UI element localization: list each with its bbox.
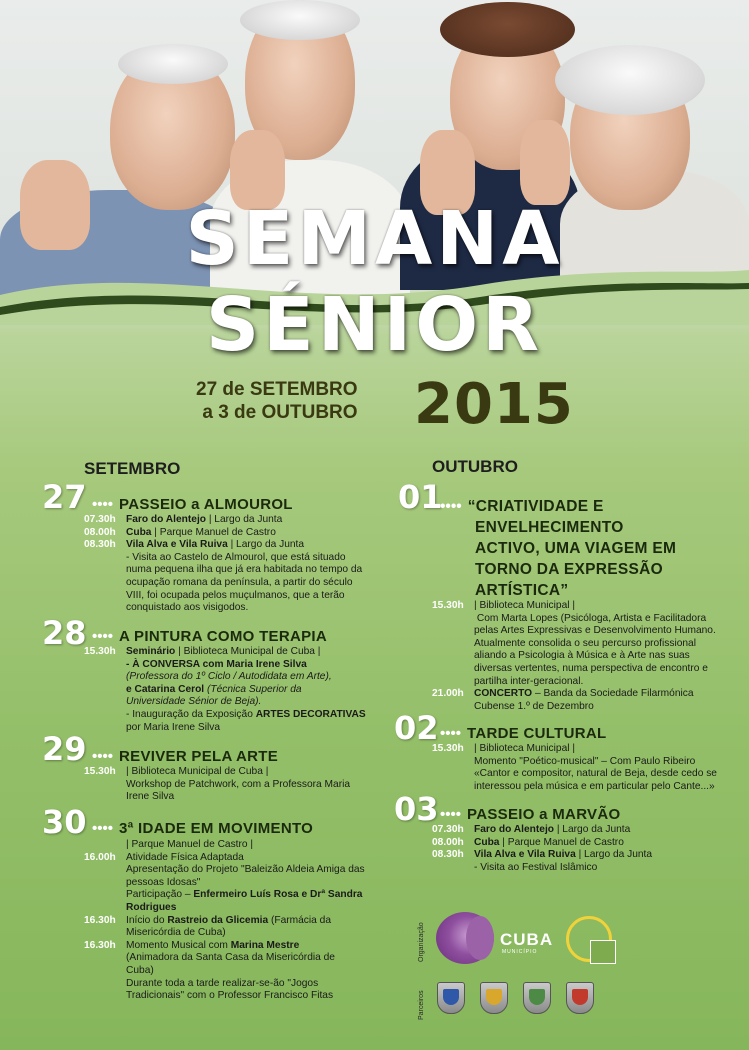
detail-text: ARTES DECORATIVAS [255, 708, 366, 720]
detail-text: Com Marta Lopes (Psicóloga, Artista e Facilitadora [474, 612, 707, 624]
detail-line [84, 527, 362, 540]
day-01: 01 [398, 478, 443, 516]
crest-4 [566, 982, 594, 1014]
detail-text: numa pequena ilha que já era habitada no tempo da [126, 564, 363, 576]
detail-line [84, 791, 350, 804]
detail-text: (Farmácia da [268, 914, 331, 926]
detail-text: - Visita ao Festival Islâmico [474, 861, 598, 873]
sun-logo-bar [590, 940, 616, 964]
event-details-29 [84, 766, 350, 804]
detail-line [84, 978, 365, 991]
detail-text: (Técnica Superior da [206, 683, 302, 695]
day-29: 29 [42, 730, 87, 768]
detail-line [84, 659, 366, 672]
event-title-02: •••• TARDE CULTURAL [440, 725, 607, 742]
detail-text: Cuba [474, 836, 500, 848]
detail-text: Enfermeiro Luís Rosa e Drª Sandra [193, 889, 363, 901]
detail-time: 21.00h [432, 688, 464, 700]
detail-text: Cuba) [126, 964, 154, 976]
detail-time: 08.00h [432, 836, 464, 848]
detail-text: | Biblioteca Municipal | [474, 743, 575, 754]
detail-line [84, 779, 350, 792]
detail-line [84, 709, 366, 722]
detail-text: Vila Alva e Vila Ruiva [474, 849, 576, 861]
detail-time: 15.30h [84, 646, 116, 657]
detail-text: – Banda da Sociedade Filarmónica [532, 688, 694, 700]
day-27: 27 [42, 478, 87, 516]
event-details-03 [432, 824, 652, 874]
detail-line [432, 701, 716, 714]
hair-4 [555, 45, 705, 115]
detail-text: Rodrigues [126, 901, 177, 913]
detail-text: (Animadora da Santa Casa da Misericórdia de [126, 952, 335, 964]
detail-text: (Professora do 1º Ciclo / Autodidata em Arte), [126, 671, 332, 683]
detail-time: 15.30h [84, 766, 116, 777]
detail-text: Participação – [126, 889, 194, 901]
date-range [196, 378, 358, 424]
detail-line [84, 684, 366, 697]
detail-text: Durante toda a tarde realizar-se-ão "Jogos [126, 977, 319, 989]
thumb-4 [520, 120, 570, 205]
detail-line [432, 650, 716, 663]
detail-text: Seminário [126, 646, 176, 657]
detail-line [84, 590, 362, 603]
detail-time: 16.00h [84, 851, 116, 863]
detail-time: 08.00h [84, 526, 116, 538]
detail-line [84, 864, 365, 877]
event-details-01 [432, 600, 716, 713]
event-details-02 [432, 743, 717, 793]
event-details-28 [84, 646, 366, 734]
detail-text: interessou pela música e em particular pelo Cante...» [474, 780, 715, 792]
detail-time: 07.30h [432, 824, 464, 835]
event-title-03: •••• PASSEIO a MARVÃO [440, 806, 621, 823]
detail-text: Faro do Alentejo [126, 514, 206, 525]
detail-line [432, 613, 716, 626]
event-title-28: •••• A PINTURA COMO TERAPIA [92, 628, 328, 645]
detail-text: - Visita ao Castelo de Almourol, que está situado [126, 551, 346, 563]
detail-text: | Biblioteca Municipal de Cuba | [175, 646, 321, 657]
month-outubro: OUTUBRO [432, 457, 518, 476]
detail-text: | Largo da Junta [554, 824, 631, 835]
detail-text: pessoas Idosas" [126, 876, 201, 888]
detail-line [84, 539, 362, 552]
detail-text: | Parque Manuel de Castro | [126, 839, 254, 850]
detail-text: | Largo da Junta [575, 849, 653, 861]
cuba-logo-sub: MUNICÍPIO [502, 949, 538, 955]
crest-1 [437, 982, 465, 1014]
detail-line [432, 824, 652, 837]
day-02: 02 [394, 709, 439, 747]
detail-text: Cubense 1.º de Dezembro [474, 700, 594, 712]
date-line-1: 27 de SETEMBRO [196, 379, 358, 400]
detail-time: 15.30h [432, 743, 464, 754]
detail-text: - Inauguração da Exposição [126, 708, 256, 720]
detail-line [432, 663, 716, 676]
detail-text: partilha inter-geracional. [474, 675, 584, 687]
detail-text: Universidade Sénior de Beja). [126, 696, 262, 708]
detail-line [432, 625, 716, 638]
detail-line [84, 839, 365, 852]
crest-2 [480, 982, 508, 1014]
detail-text: - À CONVERSA com Maria Irene Silva [126, 658, 307, 670]
detail-line [84, 514, 362, 527]
detail-text: Marina Mestre [230, 939, 300, 951]
detail-line [84, 990, 365, 1003]
detail-line [84, 877, 365, 890]
detail-time: 16.30h [84, 914, 116, 926]
detail-line [432, 688, 716, 701]
detail-text: aliando a Psicologia à Música e à Arte nas suas [474, 650, 690, 662]
detail-text: | Biblioteca Municipal de Cuba | [126, 766, 269, 777]
detail-text: Irene Silva [126, 791, 175, 803]
detail-line [84, 696, 366, 709]
detail-time: 15.30h [432, 600, 464, 611]
detail-line [84, 952, 365, 965]
detail-line [432, 600, 716, 613]
event-title-30: •••• 3ª IDADE EM MOVIMENTO [92, 820, 314, 837]
cuba-logo-text: CUBA [500, 930, 554, 949]
crest-3 [523, 982, 551, 1014]
detail-text: Cuba [126, 526, 152, 538]
detail-text: Faro do Alentejo [474, 824, 554, 835]
detail-text: | Largo da Junta [227, 539, 305, 551]
detail-line [84, 927, 365, 940]
detail-text: Atualmente consolida o seu percurso profissional [474, 637, 696, 649]
event-details-27 [84, 514, 362, 615]
detail-text: Atividade Física Adaptada [126, 851, 244, 863]
detail-text: Início do [126, 914, 168, 926]
detail-text: e Catarina Cerol [126, 683, 205, 695]
detail-text: Rastreio da Glicemia [167, 914, 269, 926]
event-title-29: •••• REVIVER PELA ARTE [92, 748, 279, 765]
detail-line [84, 902, 365, 915]
detail-text: Momento Musical com [126, 939, 231, 951]
event-details-30 [84, 839, 365, 1003]
detail-text: VIII, foi ocupada pelos muçulmanos, que a terão [126, 589, 345, 601]
detail-text: | Parque Manuel de Castro [499, 836, 624, 848]
detail-line [432, 862, 652, 875]
hair-1 [118, 44, 228, 84]
detail-time: 16.30h [84, 939, 116, 951]
detail-text: | Biblioteca Municipal | [474, 600, 575, 611]
cuba-logo-swoosh [466, 916, 494, 960]
event-title-27: •••• PASSEIO a ALMOUROL [92, 496, 293, 513]
sun-logo [560, 908, 620, 968]
detail-line [84, 602, 362, 615]
detail-line [84, 940, 365, 953]
detail-line [84, 646, 366, 659]
date-line-2: a 3 de OUTUBRO [202, 402, 358, 423]
title-semana: SEMANA [185, 196, 564, 282]
detail-line [432, 676, 716, 689]
day-30: 30 [42, 803, 87, 841]
event-title-01: •••• “CRIATIVIDADE E ENVELHECIMENTO ACTIVO, UMA VIAGEM EM TORNO DA EXPRESSÃO ARTÍSTICA” [440, 498, 677, 599]
detail-text: Misericórdia de Cuba) [126, 927, 226, 939]
detail-text: CONCERTO [474, 688, 533, 700]
detail-text: Workshop de Patchwork, com a Professora Maria [126, 778, 351, 790]
detail-line [84, 564, 362, 577]
detail-line [432, 743, 717, 756]
detail-line [84, 722, 366, 735]
title-senior: SÉNIOR [205, 282, 544, 368]
detail-line [432, 837, 652, 850]
detail-line [432, 638, 716, 651]
detail-line [84, 915, 365, 928]
detail-line [84, 671, 366, 684]
detail-line [84, 965, 365, 978]
detail-time: 08.30h [84, 539, 116, 551]
hair-2 [240, 0, 360, 40]
detail-text: diversas vertentes, numa perspectiva de encontro e [474, 662, 708, 674]
detail-time: 07.30h [84, 514, 116, 525]
detail-text: Tradicionais" com o Professor Francisco Fitas [126, 990, 334, 1002]
detail-text: | Parque Manuel de Castro [151, 526, 276, 538]
detail-line [432, 768, 717, 781]
detail-line [84, 889, 365, 902]
day-03: 03 [394, 790, 439, 828]
detail-line [432, 781, 717, 794]
detail-line [432, 756, 717, 769]
partners-label: Parceiros [418, 990, 425, 1020]
detail-time: 08.30h [432, 849, 464, 861]
detail-line [432, 849, 652, 862]
year: 2015 [414, 372, 574, 437]
detail-text: por Maria Irene Silva [126, 721, 220, 733]
detail-line [84, 766, 350, 779]
detail-text: conquistado aos visigodos. [126, 602, 249, 614]
detail-text: pelas Artes Expressivas e Desenvolvimento Humano. [474, 625, 716, 637]
detail-line [84, 577, 362, 590]
day-28: 28 [42, 614, 87, 652]
detail-text: ocupação romana da península, a partir do século [126, 576, 353, 588]
detail-text: | Largo da Junta [206, 514, 283, 525]
detail-text: Vila Alva e Vila Ruiva [126, 539, 228, 551]
detail-text: Apresentação do Projeto "Baleizão Aldeia Amiga das [126, 864, 365, 876]
hair-3 [440, 2, 575, 57]
month-setembro: SETEMBRO [84, 459, 181, 478]
detail-text: Momento "Poético-musical" – Com Paulo Ribeiro [474, 755, 696, 767]
detail-line [84, 552, 362, 565]
detail-line [84, 852, 365, 865]
org-label: Organização [418, 922, 425, 962]
detail-text: «Cantor e compositor, natural de Beja, desde cedo se [474, 768, 717, 780]
